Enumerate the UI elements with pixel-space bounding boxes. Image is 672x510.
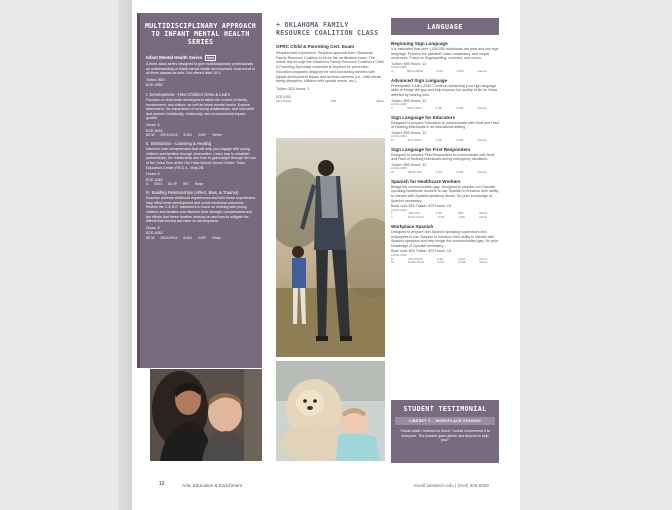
course-title: Workplace Spanish — [391, 224, 434, 230]
course-schedule: C 08/14-08/28 6-9P COM Lansng — [391, 68, 487, 73]
student-testimonial — [391, 400, 499, 463]
baby-with-dog-photo — [276, 361, 385, 461]
course-description: Designed to prepare First Responders to communicate with Deaf and Hard of Hearing individuals during emergency situations. — [391, 152, 495, 162]
course-code: LANG-2004 — [391, 134, 407, 139]
course-schedule: T 10/13-11/10 6-9P MID RmIA — [391, 215, 487, 220]
page-gutter-shadow — [118, 0, 132, 510]
ofrc-course-title: OFRC Child & Parenting Cert. Exam — [276, 44, 355, 49]
course-tuition: Book cost: $20 Tuition: $79 Hours: 15 — [391, 204, 451, 209]
section-2-hours: Hours: 6 — [146, 172, 160, 177]
course-item — [391, 115, 501, 143]
course-title: Beginning Sign Language — [391, 41, 448, 46]
course-tuition: Tuition: $95 Hours: 12 — [391, 98, 427, 103]
section-3-body: Examine adverse childhood experiences and how these experiences may affect brain development and social emotional outcomes. Review the C.A.R.E. framework to focus on working with young children and families and discover their strength competencies and the efforts that these families develop on and how to mitigate the effects that trauma can have on development. — [146, 196, 256, 224]
footer-contact: enroll.tulsatech.edu | (918) 828-5000 — [414, 483, 489, 488]
course-tuition: Book cost: $20 Tuition: $79 Hours: 15 — [391, 249, 451, 254]
course-code: LANG-2102 — [391, 253, 407, 257]
page-number: 12 — [159, 481, 165, 487]
language-column — [391, 0, 502, 480]
language-course-list — [391, 41, 501, 269]
section-2-code: ECE-4052 — [146, 177, 163, 182]
new-badge: NEW — [207, 56, 215, 60]
course-tuition: Tuition: $95 Hours: 12 — [391, 61, 427, 66]
section-2-body: Discover core competencies that will help you engage with young children and families through observation. Learn how to establish partnerships, the relationship and how to gain insight through the use of the Tulsa Tech at the Old Tulsa School Venue Center. Tulsa Education Center (TEC) 4 - Bldg 2B. — [146, 147, 256, 170]
course-description: It is estimated that over 1,000,000 individuals are deaf and use sign language. Practice the alphabet, basic vocabulary, and simple sentences. Focus on fingerspelling, numbers, and colors. — [391, 47, 499, 61]
section-3-schedule: NE-W 09/24-09/24 8:30A 3:30P Reapr — [146, 236, 221, 241]
course-code: ECE-4052 — [146, 83, 163, 88]
course-description: A three-class series designed to give multidisciplinary professionals an understanding of infant mental health development. Must enroll in all three classes as sets. Not offered after 10:3. — [146, 62, 256, 76]
course-description: Designed to prepare Educators to communicate with Deaf and Hard of Hearing individuals in an educational setting. — [391, 120, 499, 130]
section-2-title: II. Stimulation - Listening & Healing — [146, 141, 212, 147]
course-item — [391, 147, 501, 175]
course-schedule: T 9/8-10/6 6-9P MID RmIA — [391, 211, 487, 216]
course-title: Advanced Sign Language — [391, 77, 448, 83]
ofrc-code: ECE-4100 — [276, 94, 291, 99]
father-walking-photo — [276, 138, 385, 357]
ofrc-tuition: Tuition: $35 Hours: 3 — [276, 86, 310, 91]
course-schedule: W 09/29-11/3 6-9P COM Lansng — [391, 170, 487, 175]
course-tuition: Tuition: $95 Hours: 12 — [391, 162, 427, 167]
course-tuition: Tuition: $60 — [146, 77, 165, 82]
section-1-body: Focuses on child-brain development within the context of family, environment, and culture, as well as infant mental health. Explore attachment, the importance of nurturing relationships, and how child and parents individually, relationally, and environmental impact growth. — [146, 97, 254, 121]
course-item — [391, 179, 501, 220]
testimonial-header: STUDENT TESTIMONIAL — [403, 405, 487, 413]
course-title: Infant Mental Health Series NEW — [146, 55, 215, 61]
course-code: LANG-2006 — [391, 166, 407, 171]
panel-title: MULTIDISCIPLINARY APPROACH TO INFANT MENTAL HEALTH SERIES — [145, 22, 257, 46]
section-1-hours: Hours: 6 — [146, 122, 160, 127]
course-schedule: M 10/25-11/28 6-9P COM RmIA — [391, 260, 487, 265]
course-schedule: M 10/7-10/21 6-9P COM Lansng — [391, 137, 487, 142]
course-schedule: C 09/13-10/4 6-9P COM Lansng — [391, 105, 487, 110]
course-schedule: M 9/27-10/25 6-9P COM RmIA — [391, 256, 487, 261]
course-item — [391, 78, 501, 111]
panel-accent-bar — [137, 13, 140, 368]
footer-section: Arts, Education & Enrichment — [182, 483, 243, 488]
course-title: Sign Language for Educators — [391, 114, 456, 120]
section-3-code: ECE-4052 — [146, 231, 163, 236]
course-code: LANG-2000 — [391, 65, 407, 70]
section-1-schedule: NE-W 09/15-09/15 8:30A 3:30P Webex — [146, 133, 223, 138]
course-code: LANG-2100 — [391, 207, 407, 212]
course-code: LANG-2002 — [391, 102, 407, 107]
course-description: Designed to prepare non-Spanish speaking supervisors and employees to use Spanish to enhance their ability to interact with Spanish speakers and help bridge the communication gap. No prior knowledge of Spanish necessary. — [391, 230, 499, 248]
course-description: Bridge the communication gap. Designed to prepare non-Spanish speaking healthcare workers to use Spanish to enhance their ability to interact with Spanish-speaking clients. No prior knowledge of Spanish necessary. — [391, 184, 499, 203]
ofrc-schedule: Flex Online ONL Wksp — [276, 99, 384, 104]
course-tuition: Tuition: $95 Hours: 12 — [391, 130, 427, 135]
course-title: Spanish for Healthcare Workers — [391, 178, 461, 184]
testimonial-author: LINDSEY T. - WORKPLACE SPANISH — [395, 417, 495, 425]
section-1-code: ECE-4052 — [146, 128, 163, 133]
course-description: Prerequisite: LANG-2000. Continue advancing your sign language skills to bridge the gap and help improve the quality of life for those affected by hearing loss. — [391, 83, 498, 97]
father-child-photo — [150, 369, 262, 461]
course-item — [391, 224, 501, 265]
section-1-title: I. Development - How Children Grow & Learn — [146, 91, 231, 97]
section-3-title: III. Building Relationships (Affect, Bias, & Trauma) — [146, 190, 239, 196]
infant-mental-health-panel — [137, 13, 262, 368]
ofrc-section-title: + OKLAHOMA FAMILY RESOURCE COALITION CLASS — [276, 21, 379, 37]
testimonial-quote: "Great class! I learned so much. I would recommend it to everyone. The teacher goes above and beyond to help you!" — [399, 429, 491, 443]
course-title: Sign Language for First Responders — [391, 146, 471, 152]
section-3-hours: Hours: 6 — [146, 225, 160, 230]
language-header: LANGUAGE — [391, 18, 499, 35]
course-item — [391, 41, 501, 74]
section-2-schedule: A 09/21 8A-4P WIT Reapr — [146, 182, 204, 187]
ofrc-course-body: Required self-experience. Requires approval from Oklahoma Family Resource Coalition to sit for the certification exam. The online test through the Oklahoma Family Resource Coalition's Child & Parenting Specialist credential is required for prevention education programs designed for well-functioning families with typical development issues and serious concerns (i.e., child abuse, family disruption, children with special needs, etc.). Tuition: $35 Hours: 3 ECE-4100 Flex Online ONL Wksp — [276, 51, 384, 104]
